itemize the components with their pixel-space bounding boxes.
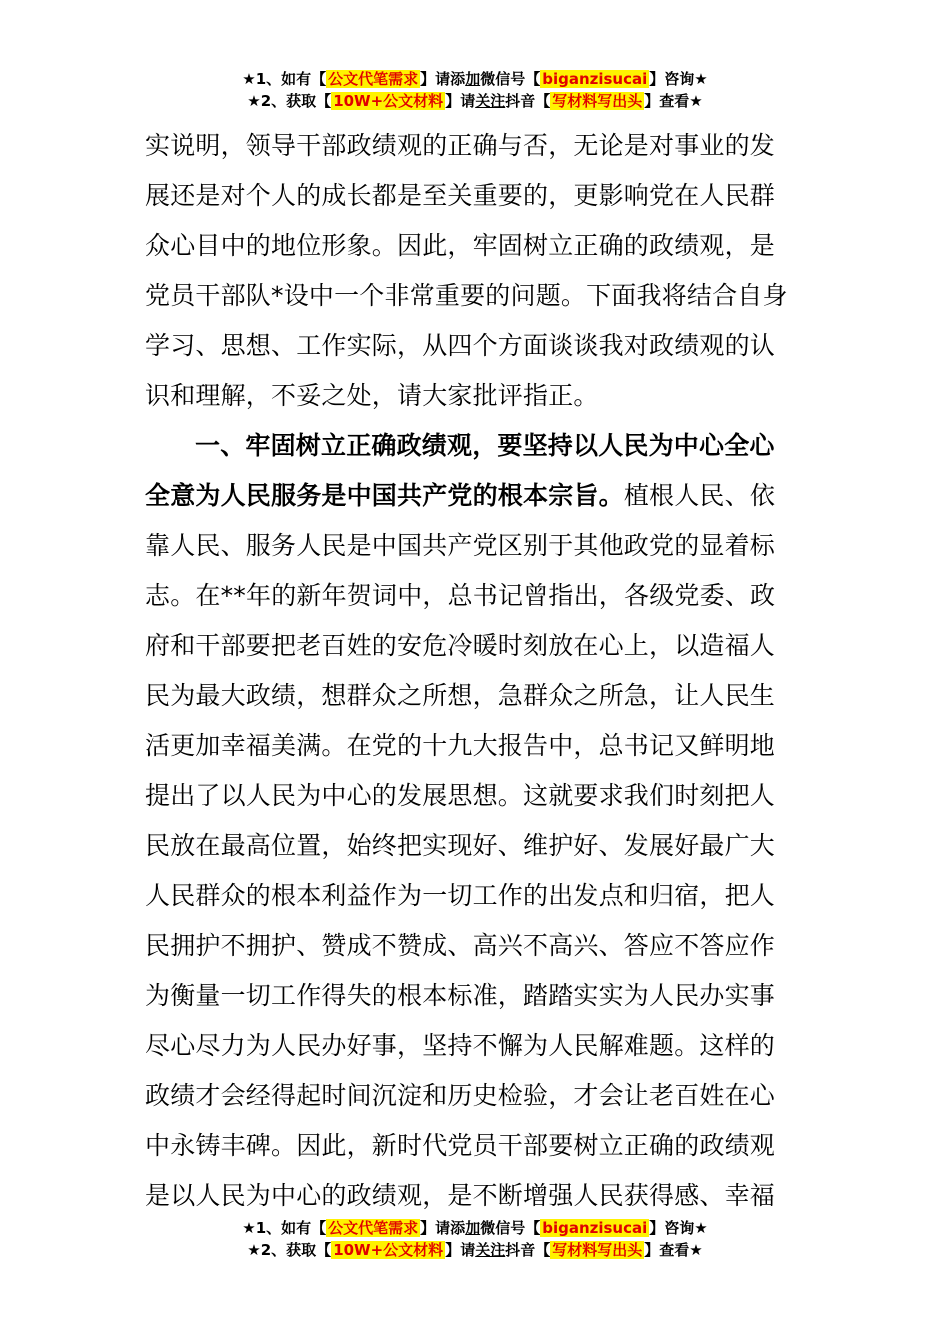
banner-highlight: biganzisucai [542,70,648,88]
banner-highlight: 10W+公文材料 [333,1241,444,1259]
body-line: 学习、思想、工作实际，从四个方面谈谈我对政绩观的认 [145,331,776,360]
banner-highlight: biganzisucai [542,1219,648,1237]
header-banner [0,68,950,112]
body-line: 政绩才会经得起时间沉淀和历史检验，才会让老百姓在心 [145,1081,776,1110]
body-line: 展还是对个人的成长都是至关重要的，更影响党在人民群 [145,181,776,210]
body-line: 实说明，领导干部政绩观的正确与否，无论是对事业的发 [145,131,776,160]
body-line: 识和理解，不妥之处，请大家批评指正。 [145,381,599,410]
banner-line-2: ★2、获取【 10W+公文材料 】请关注抖音【 写材料写出头 】查看★ [247,92,703,110]
banner-highlight: 写材料写出头 [552,92,643,110]
body-line: 府和干部要把老百姓的安危冷暖时刻放在心上，以造福人 [145,631,776,660]
document-body [145,121,810,1221]
footer-banner [0,1217,950,1261]
body-line: 民放在最高位置，始终把实现好、维护好、发展好最广大 [145,831,776,860]
banner-line-1: ★1、如有【 公文代笔需求 】请添加微信号【 biganzisucai 】咨询★ [242,1219,708,1237]
body-line: 提出了以人民为中心的发展思想。这就要求我们时刻把人 [145,781,776,810]
banner-highlight: 10W+公文材料 [333,92,444,110]
body-line: 党员干部队*设中一个非常重要的问题。下面我将结合自身 [145,281,788,310]
body-line: 是以人民为中心的政绩观，是不断增强人民获得感、幸福 [145,1181,776,1210]
banner-highlight: 写材料写出头 [552,1241,643,1259]
body-line: 志。在**年的新年贺词中，总书记曾指出，各级党委、政 [145,581,776,610]
body-line: 中永铸丰碑。因此，新时代党员干部要树立正确的政绩观 [145,1131,776,1160]
body-line: 活更加幸福美满。在党的十九大报告中，总书记又鲜明地 [145,731,776,760]
body-line: 民拥护不拥护、赞成不赞成、高兴不高兴、答应不答应作 [145,931,776,960]
section-heading: 一、牢固树立正确政绩观，要坚持以人民为中心全心 [195,431,775,460]
body-line: 为衡量一切工作得失的根本标准，踏踏实实为人民办实事 [145,981,776,1010]
body-line: 尽心尽力为人民办好事，坚持不懈为人民解难题。这样的 [145,1031,776,1060]
body-line: 靠人民、服务人民是中国共产党区别于其他政党的显着标 [145,531,776,560]
body-line: 民为最大政绩，想群众之所想，急群众之所急，让人民生 [145,681,776,710]
section-heading-continued: 全意为人民服务是中国共产党的根本宗旨。植根人民、依 [145,481,776,510]
banner-line-2: ★2、获取【 10W+公文材料 】请关注抖音【 写材料写出头 】查看★ [247,1241,703,1259]
body-line: 人民群众的根本利益作为一切工作的出发点和归宿，把人 [145,881,776,910]
banner-highlight: 公文代笔需求 [328,70,419,88]
body-line: 众心目中的地位形象。因此，牢固树立正确的政绩观，是 [145,231,776,260]
banner-line-1: ★1、如有【 公文代笔需求 】请添加微信号【 biganzisucai 】咨询★ [242,70,708,88]
banner-highlight: 公文代笔需求 [328,1219,419,1237]
